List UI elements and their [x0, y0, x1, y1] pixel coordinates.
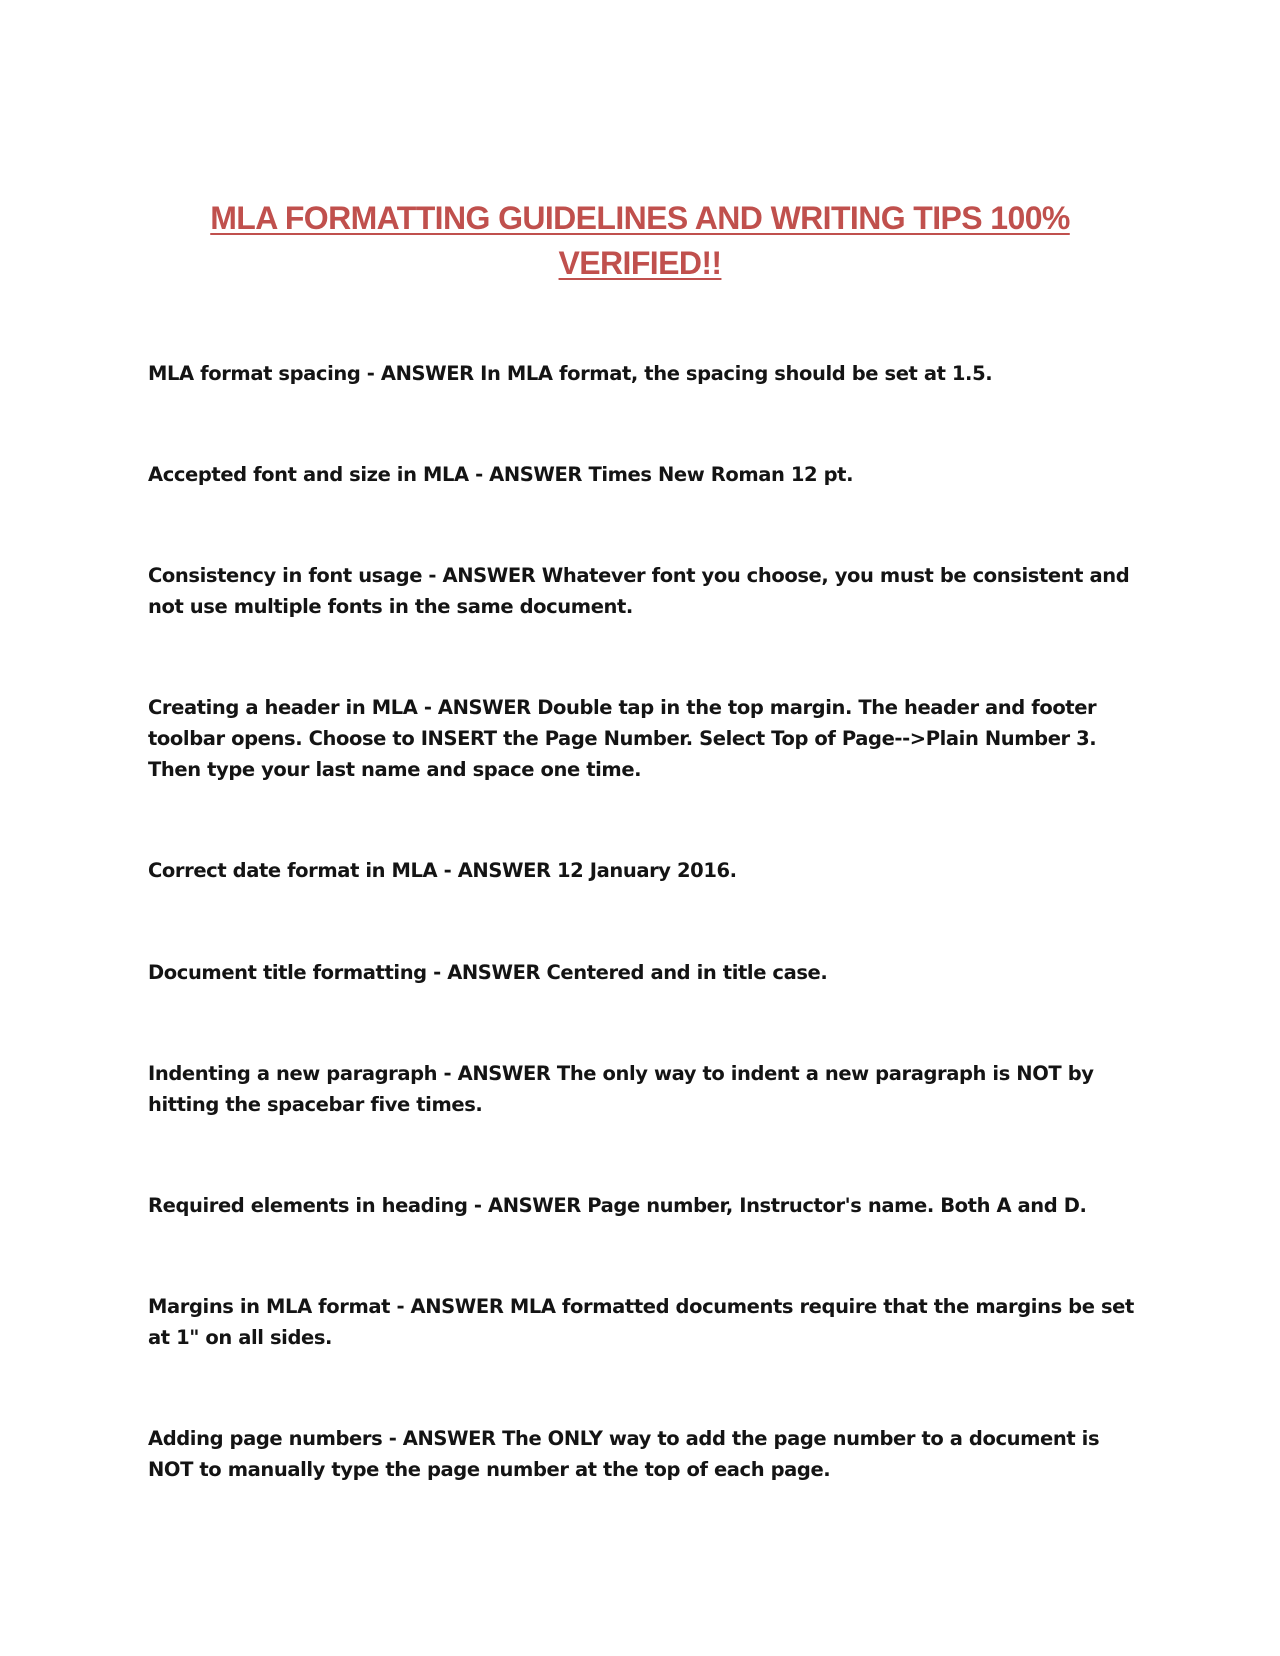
document-title: MLA FORMATTING GUIDELINES AND WRITING TIPS 100% VERIFIED!! — [210, 200, 1070, 281]
qa-entry-header: Creating a header in MLA - ANSWER Double tap in the top margin. The header and footer toolbar opens. Choose to INSERT the Page Number. Select Top of Page-->Plain Number 3. Then type your last name and space one time. — [148, 696, 1097, 781]
qa-entry-font-consistency: Consistency in font usage - ANSWER Whatever font you choose, you must be consistent and not use multiple fonts in the same document. — [148, 564, 1130, 618]
qa-entry-font-size: Accepted font and size in MLA - ANSWER Times New Roman 12 pt. — [148, 463, 854, 486]
qa-list — [148, 358, 1148, 1485]
qa-entry-margins: Margins in MLA format - ANSWER MLA formatted documents require that the margins be set at 1" on all sides. — [148, 1295, 1134, 1349]
qa-entry-indenting: Indenting a new paragraph - ANSWER The only way to indent a new paragraph is NOT by hitting the spacebar five times. — [148, 1062, 1094, 1116]
qa-entry-date-format: Correct date format in MLA - ANSWER 12 January 2016. — [148, 859, 737, 882]
qa-entry-page-numbers: Adding page numbers - ANSWER The ONLY way to add the page number to a document is NOT to manually type the page number at the top of each page. — [148, 1427, 1100, 1481]
qa-entry-title-formatting: Document title formatting - ANSWER Centered and in title case. — [148, 961, 828, 984]
qa-entry-heading-elements: Required elements in heading - ANSWER Page number, Instructor's name. Both A and D. — [148, 1194, 1087, 1217]
qa-entry-mla-spacing: MLA format spacing - ANSWER In MLA format, the spacing should be set at 1.5. — [148, 362, 993, 385]
